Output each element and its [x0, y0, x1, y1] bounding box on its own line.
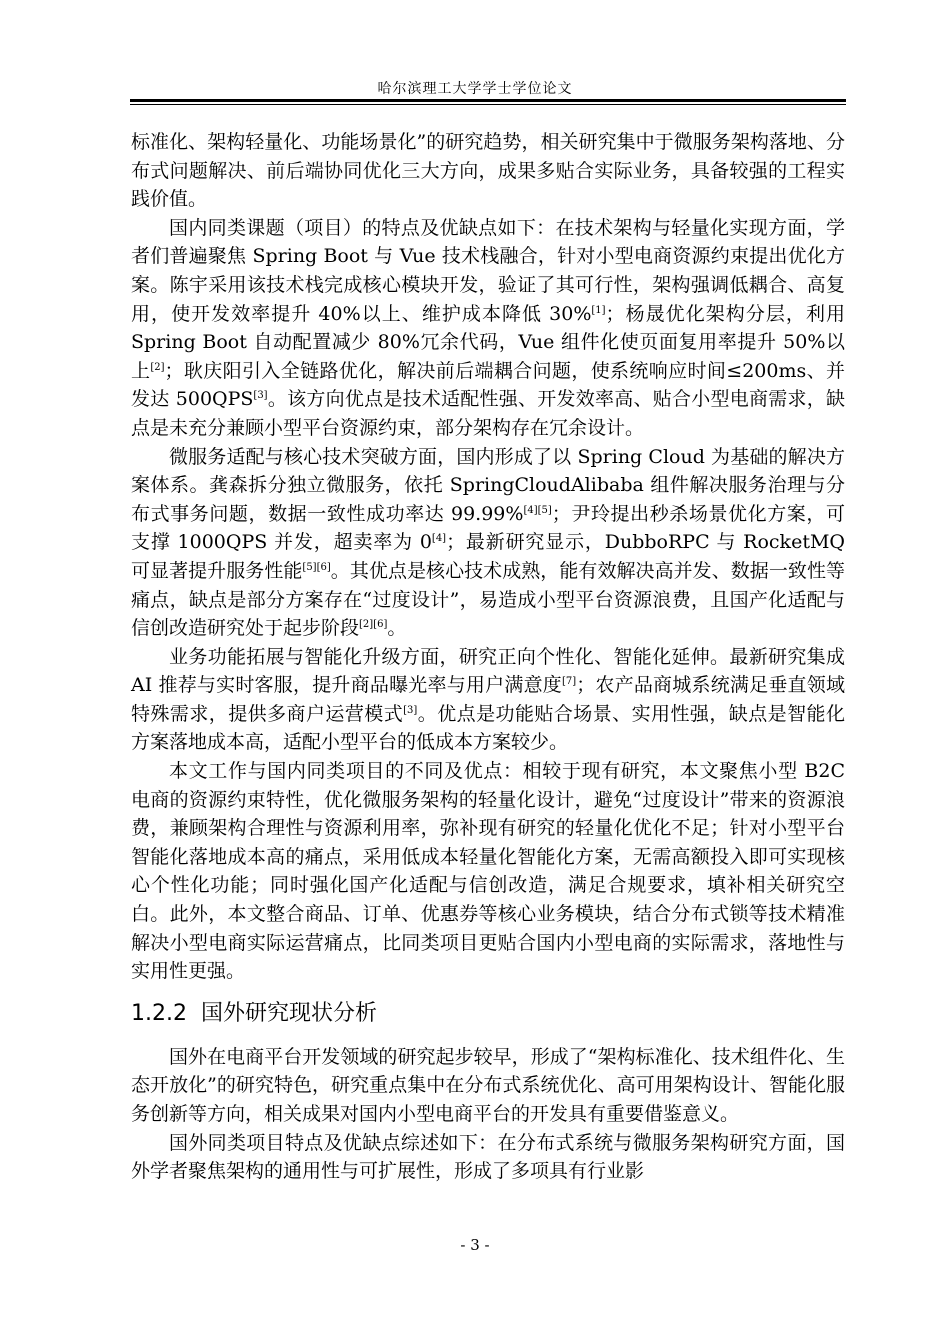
paragraph-text: ；杨晟优化架构分层，利用 Spring Boot 自动配置减少 80%冗余代码，Vue 组件化使页面复用率提升 50%以上 — [131, 302, 845, 382]
paragraph — [131, 757, 845, 986]
paragraph-text: 本文工作与国内同类项目的不同及优点：相较于现有研究，本文聚焦小型 B2C 电商的资源约束特性，优化微服务架构的轻量化设计，避免“过度设计”带来的资源浪费，兼顾架构合理性与资源利用率，弥补现有研究的轻量化优化不足；针对小型平台智能化落地成本高的痛点，采用低成本轻量化智能化方案，无需高额投入即可实现核心个性化功能；同时强化国产化适配与信创改造，满足合规要求，填补相关研究空白。此外，本文整合商品、订单、优惠券等核心业务模块，结合分布式锁等技术精准解决小型电商实际运营痛点，比同类项目更贴合国内小型电商的实际需求，落地性与实用性更强。 — [131, 760, 845, 983]
header-rule — [130, 99, 846, 102]
citation-superscript: [5][6] — [302, 561, 331, 573]
paragraph-text: ；耿庆阳引入全链路优化，解决前后端耦合问题，使系统响应时间≤200ms、并发达 500QPS — [131, 359, 845, 411]
running-header: 哈尔滨理工大学学士学位论文 — [377, 81, 573, 97]
section-heading — [131, 999, 845, 1029]
page-number: - 3 - — [460, 1236, 490, 1254]
section-title: 国外研究现状分析 — [200, 1000, 377, 1026]
citation-superscript: [7] — [562, 676, 577, 688]
paragraph — [131, 214, 845, 443]
paragraph-text: 。优点是功能贴合场景、实用性强，缺点是智能化方案落地成本高，适配小型平台的低成本方案较少。 — [131, 702, 845, 754]
paragraph-group-2 — [131, 1043, 845, 1186]
citation-superscript: [3] — [403, 704, 418, 716]
paragraph — [131, 1043, 845, 1129]
paragraph-text: 国内同类课题（项目）的特点及优缺点如下：在技术架构与轻量化实现方面，学者们普遍聚焦 Spring Boot 与 Vue 技术栈融合，针对小型电商资源约束提出优化方案。陈宇采用该技术栈完成核心模块开发，验证了其可行性，架构强调低耦合、高复用，使开发效率提升 40%以上、维护成本降低 30% — [131, 216, 845, 325]
paragraph — [131, 128, 845, 214]
paragraph-text: 微服务适配与核心技术突破方面，国内形成了以 Spring Cloud 为基础的解决方案体系。龚森拆分独立微服务，依托 SpringCloudAlibaba 组件解决服务治理与分布式事务问题，数据一致性成功率达 99.99% — [131, 445, 845, 525]
paragraph-text: 业务功能拓展与智能化升级方面，研究正向个性化、智能化延伸。最新研究集成 AI 推荐与实时客服，提升商品曝光率与用户满意度 — [131, 645, 845, 697]
citation-superscript: [2] — [150, 361, 165, 373]
citation-superscript: [4] — [431, 533, 447, 545]
paragraph-text: 。其优点是核心技术成熟，能有效解决高并发、数据一致性等痛点，缺点是部分方案存在“过度设计”，易造成小型平台资源浪费，且国产化适配与信创改造研究处于起步阶段 — [131, 559, 845, 640]
paragraph — [131, 443, 845, 643]
paragraph-text: 国外同类项目特点及优缺点综述如下：在分布式系统与微服务架构研究方面，国外学者聚焦架构的通用性与可扩展性，形成了多项具有行业影 — [131, 1131, 845, 1183]
paragraph-text: 国外在电商平台开发领域的研究起步较早，形成了“架构标准化、技术组件化、生态开放化”的研究特色，研究重点集中在分布式系统优化、高可用架构设计、智能化服务创新等方向，相关成果对国内小型电商平台的开发具有重要借鉴意义。 — [131, 1045, 845, 1125]
citation-superscript: [1] — [591, 304, 606, 316]
paragraph — [131, 1129, 845, 1186]
paragraph-text: ；最新研究显示，DubboRPC 与 RocketMQ 可显著提升服务性能 — [131, 531, 845, 582]
section-number: 1.2.2 — [131, 1000, 187, 1026]
citation-superscript: [4][5] — [523, 504, 552, 516]
body-text — [131, 128, 845, 1186]
paragraph-group-1 — [131, 128, 845, 986]
paragraph-text: ；尹玲提出秒杀场景优化方案，可支撑 1000QPS 并发，超卖率为 0 — [131, 502, 845, 554]
paragraph-text: 。 — [387, 617, 407, 640]
paragraph-text: 。该方向优点是技术适配性强、开发效率高、贴合小型电商需求，缺点是未充分兼顾小型平台资源约束，部分架构存在冗余设计。 — [131, 388, 845, 439]
paragraph — [131, 643, 845, 757]
paragraph-text: ；农产品商城系统满足垂直领域特殊需求，提供多商户运营模式 — [131, 674, 845, 725]
header-rule-thin — [130, 104, 846, 105]
citation-superscript: [3] — [253, 390, 268, 402]
paragraph-text: 标准化、架构轻量化、功能场景化”的研究趋势，相关研究集中于微服务架构落地、分布式问题解决、前后端协同优化三大方向，成果多贴合实际业务，具备较强的工程实践价值。 — [131, 131, 845, 211]
citation-superscript: [2][6] — [359, 619, 388, 631]
